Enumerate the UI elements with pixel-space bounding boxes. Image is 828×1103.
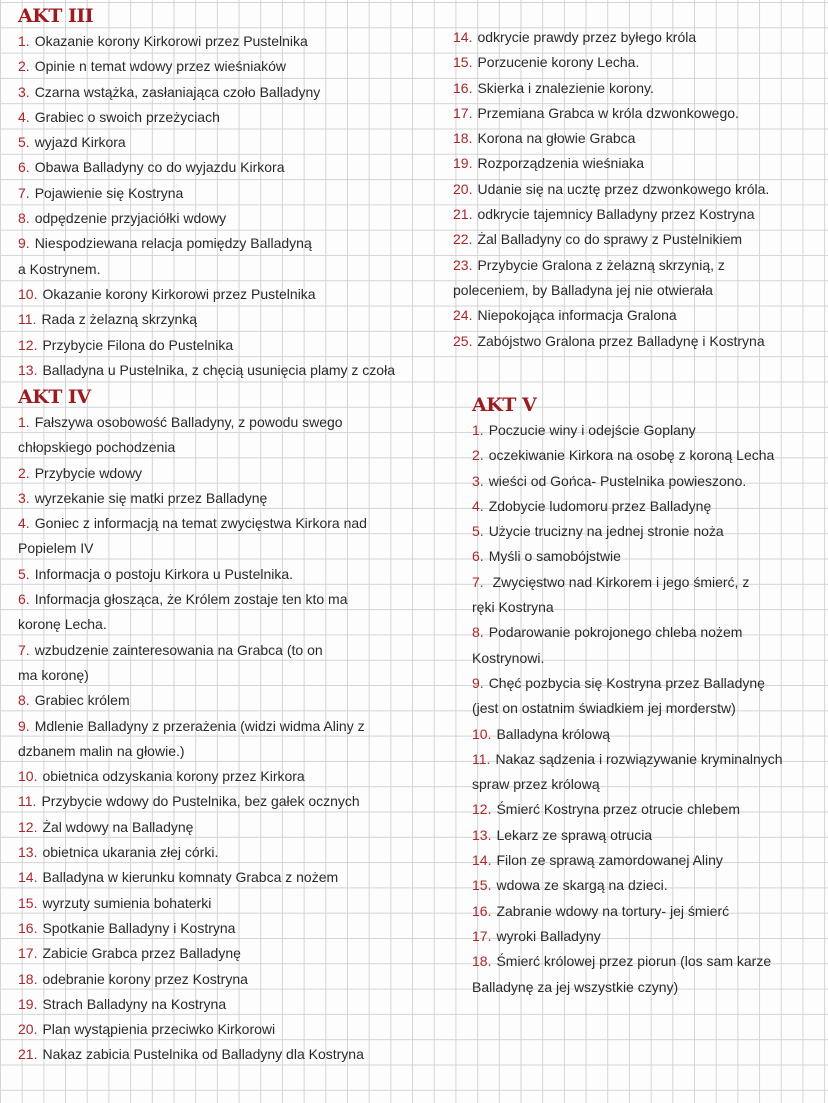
item-text: Podarowanie pokrojonego chleba nożem Kostrynowi. <box>472 624 743 666</box>
list-item <box>18 789 367 814</box>
item-text: odebranie korony przez Kostryna <box>42 970 248 987</box>
item-number: 3. <box>18 83 30 100</box>
item-text: Zabranie wdowy na tortury- jej śmierć <box>496 902 730 919</box>
item-number: 24. <box>453 307 473 324</box>
item-number: 18. <box>472 953 492 970</box>
item-number: 11. <box>18 311 37 328</box>
item-number: 8. <box>18 692 30 709</box>
list-item <box>472 924 783 949</box>
item-number: 6. <box>18 159 30 176</box>
item-number: 4. <box>18 108 30 125</box>
item-text: Zdobycie ludomoru przez Balladynę <box>488 497 712 514</box>
item-text: obietnica ukarania złej córki. <box>42 844 219 861</box>
item-number: 12. <box>18 818 38 835</box>
item-text: wieści od Gońca- Pustelnika powieszono. <box>488 472 747 489</box>
list-item <box>18 130 395 155</box>
list-item <box>18 815 367 840</box>
list-item <box>472 570 783 621</box>
item-number: 14. <box>472 852 492 869</box>
list-item <box>453 329 769 354</box>
item-text: Korona na głowie Grabca <box>477 130 636 147</box>
list-item <box>18 562 367 587</box>
item-text: Grabiec o swoich przeżyciach <box>34 108 220 125</box>
item-number: 10. <box>18 768 38 785</box>
item-text: Mdlenie Balladyny z przerażenia (widzi widma Aliny z dzbanem malin na głowie.) <box>18 717 365 759</box>
akt3-event-list <box>18 29 395 383</box>
list-item <box>18 155 395 180</box>
list-item <box>18 461 367 486</box>
item-number: 9. <box>18 717 30 734</box>
item-number: 6. <box>18 591 30 608</box>
list-item <box>18 916 367 941</box>
list-item <box>18 891 367 916</box>
list-item <box>18 206 395 231</box>
item-text: Okazanie korony Kirkorowi przez Pustelnika <box>34 33 308 49</box>
item-number: 4. <box>472 497 484 514</box>
item-number: 20. <box>453 180 473 197</box>
item-number: 21. <box>453 206 473 223</box>
list-item <box>472 823 783 848</box>
item-text: Grabiec królem <box>34 692 130 709</box>
item-number: 9. <box>18 235 30 252</box>
list-item <box>18 638 367 689</box>
item-text: wyrzuty sumienia bohaterki <box>42 894 212 911</box>
item-number: 17. <box>453 104 473 121</box>
item-text: Balladyna w kierunku komnaty Grabca z nożem <box>42 869 339 886</box>
item-number: 7. <box>18 184 30 201</box>
akt4-event-list <box>18 410 367 1068</box>
item-number: 6. <box>472 548 484 565</box>
item-text: Nakaz sądzenia i rozwiązywanie kryminalnych spraw przez królową <box>472 750 783 793</box>
item-number: 9. <box>472 674 484 691</box>
list-item <box>472 443 783 468</box>
list-item <box>18 941 367 966</box>
list-item <box>18 967 367 992</box>
list-item <box>472 469 783 494</box>
act-4-section <box>18 385 367 1068</box>
list-item <box>453 227 769 252</box>
item-number: 3. <box>472 472 484 489</box>
item-number: 16. <box>18 919 38 936</box>
item-text: Balladyna u Pustelnika, z chęcią usunięcia plamy z czoła <box>42 361 395 378</box>
item-number: 8. <box>472 624 484 641</box>
item-text: Zabójstwo Gralona przez Balladynę i Kostryna <box>477 332 765 349</box>
item-number: 5. <box>472 523 484 540</box>
item-number: 1. <box>18 33 30 49</box>
list-item <box>18 54 395 79</box>
list-item <box>18 105 395 130</box>
item-text: Opinie n temat wdowy przez wieśniaków <box>34 58 287 75</box>
act-3-section <box>18 4 395 383</box>
list-item <box>472 899 783 924</box>
list-item <box>18 1042 367 1067</box>
item-number: 10. <box>18 285 38 302</box>
list-item <box>453 101 769 126</box>
list-item <box>18 181 395 206</box>
item-number: 12. <box>472 801 492 818</box>
item-number: 11. <box>18 793 37 810</box>
list-item <box>472 949 783 1000</box>
list-item <box>18 688 367 713</box>
list-item <box>472 519 783 544</box>
item-text: Okazanie korony Kirkorowi przez Pustelnika <box>42 285 316 302</box>
item-text: wyrzekanie się matki przez Balladynę <box>34 489 268 506</box>
item-number: 17. <box>472 927 492 944</box>
list-item <box>453 303 769 328</box>
list-item <box>453 76 769 101</box>
item-text: Przybycie wdowy do Pustelnika, bez gałek ocznych <box>41 793 360 810</box>
act-3-heading: AKT III <box>18 5 94 27</box>
list-item <box>472 544 783 569</box>
item-text: Obawa Balladyny co do wyjazdu Kirkora <box>34 159 285 176</box>
item-number: 3. <box>18 489 30 506</box>
item-text: Nakaz zabicia Pustelnika od Balladyny dla Kostryna <box>42 1046 364 1063</box>
item-number: 20. <box>18 1021 38 1038</box>
item-number: 22. <box>453 231 473 248</box>
item-number: 19. <box>18 995 38 1012</box>
item-number: 13. <box>18 844 38 861</box>
item-text: obietnica odzyskania korony przez Kirkora <box>42 768 305 785</box>
list-item <box>472 494 783 519</box>
item-number: 7. <box>18 641 30 658</box>
item-text: Strach Balladyny na Kostryna <box>42 995 227 1012</box>
list-item <box>18 29 395 54</box>
item-text: Filon ze sprawą zamordowanej Aliny <box>496 852 723 869</box>
item-text: Rada z żelazną skrzynką <box>41 311 198 328</box>
item-text: Użycie trucizny na jednej stronie noża <box>488 523 724 540</box>
list-item <box>18 840 367 865</box>
list-item <box>18 764 367 789</box>
item-number: 12. <box>18 336 38 353</box>
item-text: Przybycie Filona do Pustelnika <box>42 336 234 353</box>
item-number: 16. <box>453 79 473 96</box>
list-item <box>453 126 769 151</box>
item-number: 14. <box>453 29 473 45</box>
item-number: 1. <box>472 422 484 438</box>
item-number: 4. <box>18 515 30 532</box>
list-item <box>472 848 783 873</box>
item-text: Skierka i znalezienie korony. <box>477 79 654 96</box>
item-text: Myśli o samobójstwie <box>488 548 621 565</box>
item-text: Przybycie wdowy <box>34 464 143 481</box>
item-text: Śmierć Kostryna przez otrucie chlebem <box>496 801 741 818</box>
list-item <box>453 25 769 50</box>
list-item <box>453 50 769 75</box>
item-text: Niepokojąca informacja Gralona <box>477 307 677 324</box>
item-text: Zwycięstwo nad Kirkorem i jego śmierć, z ręki Kostryna <box>472 573 750 616</box>
item-number: 18. <box>18 970 38 987</box>
list-item <box>453 177 769 202</box>
list-item <box>472 722 783 747</box>
item-text: Przemiana Grabca w króla dzwonkowego. <box>477 104 739 121</box>
item-text: Śmierć królowej przez piorun (los sam karze Balladynę za jej wszystkie czyny) <box>472 953 772 995</box>
item-number: 23. <box>453 256 473 273</box>
item-number: 15. <box>18 894 38 911</box>
item-number: 15. <box>472 877 492 894</box>
item-number: 16. <box>472 902 492 919</box>
item-text: Balladyna królową <box>496 725 611 742</box>
item-number: 11. <box>472 750 491 767</box>
item-number: 1. <box>18 414 30 430</box>
list-item <box>472 671 783 722</box>
act-5-heading: AKT V <box>472 394 537 416</box>
list-item <box>18 231 395 282</box>
akt5-event-list <box>472 418 783 1000</box>
list-item <box>472 747 783 798</box>
item-text: wyjazd Kirkora <box>34 134 126 151</box>
item-text: Goniec z informacją na temat zwycięstwa Kirkora nad Popielem IV <box>18 515 367 557</box>
item-text: Niespodziewana relacja pomiędzy Balladyną a Kostrynem. <box>18 235 312 277</box>
item-text: Fałszywa osobowość Balladyny, z powodu swego chłopskiego pochodzenia <box>18 414 343 456</box>
item-text: Żal Balladyny co do sprawy z Pustelnikiem <box>477 231 743 248</box>
item-text: Pojawienie się Kostryna <box>34 184 184 201</box>
item-number: 21. <box>18 1046 38 1063</box>
list-item <box>472 418 783 443</box>
item-number: 13. <box>18 361 38 378</box>
item-text: oczekiwanie Kirkora na osobę z koroną Lecha <box>488 447 775 464</box>
item-text: Plan wystąpienia przeciwko Kirkorowi <box>42 1021 276 1038</box>
item-text: Informacja głosząca, że Królem zostaje ten kto ma koronę Lecha. <box>18 591 348 633</box>
list-item <box>18 307 395 332</box>
item-text: Zabicie Grabca przez Balladynę <box>42 945 241 962</box>
item-number: 18. <box>453 130 473 147</box>
item-number: 14. <box>18 869 38 886</box>
item-text: wyroki Balladyny <box>496 927 601 944</box>
item-text: Lekarz ze sprawą otrucia <box>496 826 653 843</box>
act-5-section <box>472 393 783 1000</box>
item-text: Rozporządzenia wieśniaka <box>477 155 645 172</box>
list-item <box>18 358 395 383</box>
item-text: Poczucie winy i odejście Goplany <box>488 422 696 438</box>
item-number: 25. <box>453 332 473 349</box>
list-item <box>18 587 367 638</box>
list-item <box>453 151 769 176</box>
list-item <box>472 797 783 822</box>
item-number: 7. <box>472 573 484 590</box>
item-text: odkrycie prawdy przez byłego króla <box>477 29 697 45</box>
item-text: odpędzenie przyjaciółki wdowy <box>34 210 227 227</box>
list-item <box>18 1017 367 1042</box>
list-item <box>18 80 395 105</box>
item-number: 13. <box>472 826 492 843</box>
item-text: odkrycie tajemnicy Balladyny przez Kostryna <box>477 206 755 223</box>
list-item <box>453 253 769 304</box>
item-text: Spotkanie Balladyny i Kostryna <box>42 919 236 936</box>
item-number: 17. <box>18 945 38 962</box>
item-text: Informacja o postoju Kirkora u Pustelnika. <box>34 565 294 582</box>
list-item <box>18 511 367 562</box>
akt3-event-list <box>453 25 769 354</box>
item-number: 2. <box>472 447 484 464</box>
item-text: Przybycie Gralona z żelazną skrzynią, z poleceniem, by Balladyna jej nie otwierała <box>453 256 725 298</box>
item-number: 2. <box>18 464 30 481</box>
item-text: Czarna wstążka, zasłaniająca czoło Balladyny <box>34 83 321 100</box>
list-item <box>472 620 783 671</box>
item-number: 2. <box>18 58 30 75</box>
item-number: 5. <box>18 565 30 582</box>
list-item <box>18 714 367 765</box>
list-item <box>18 333 395 358</box>
list-item <box>453 202 769 227</box>
list-item <box>18 410 367 461</box>
item-text: wdowa ze skargą na dzieci. <box>496 877 668 894</box>
item-text: Żal wdowy na Balladynę <box>42 818 194 835</box>
item-number: 8. <box>18 210 30 227</box>
item-text: Porzucenie korony Lecha. <box>477 54 640 71</box>
list-item <box>18 992 367 1017</box>
item-number: 10. <box>472 725 492 742</box>
list-item <box>18 486 367 511</box>
act-4-heading: AKT IV <box>18 386 91 408</box>
list-item <box>472 873 783 898</box>
item-text: Chęć pozbycia się Kostryna przez Balladynę (jest on ostatnim świadkiem jej morderstw) <box>472 674 765 717</box>
item-text: wzbudzenie zainteresowania na Grabca (to on ma koronę) <box>18 641 323 683</box>
item-text: Udanie się na ucztę przez dzwonkowego króla. <box>477 180 770 197</box>
item-number: 19. <box>453 155 473 172</box>
list-item <box>18 865 367 890</box>
list-item <box>18 282 395 307</box>
item-number: 5. <box>18 134 30 151</box>
item-number: 15. <box>453 54 473 71</box>
act-3-continued <box>453 25 769 354</box>
